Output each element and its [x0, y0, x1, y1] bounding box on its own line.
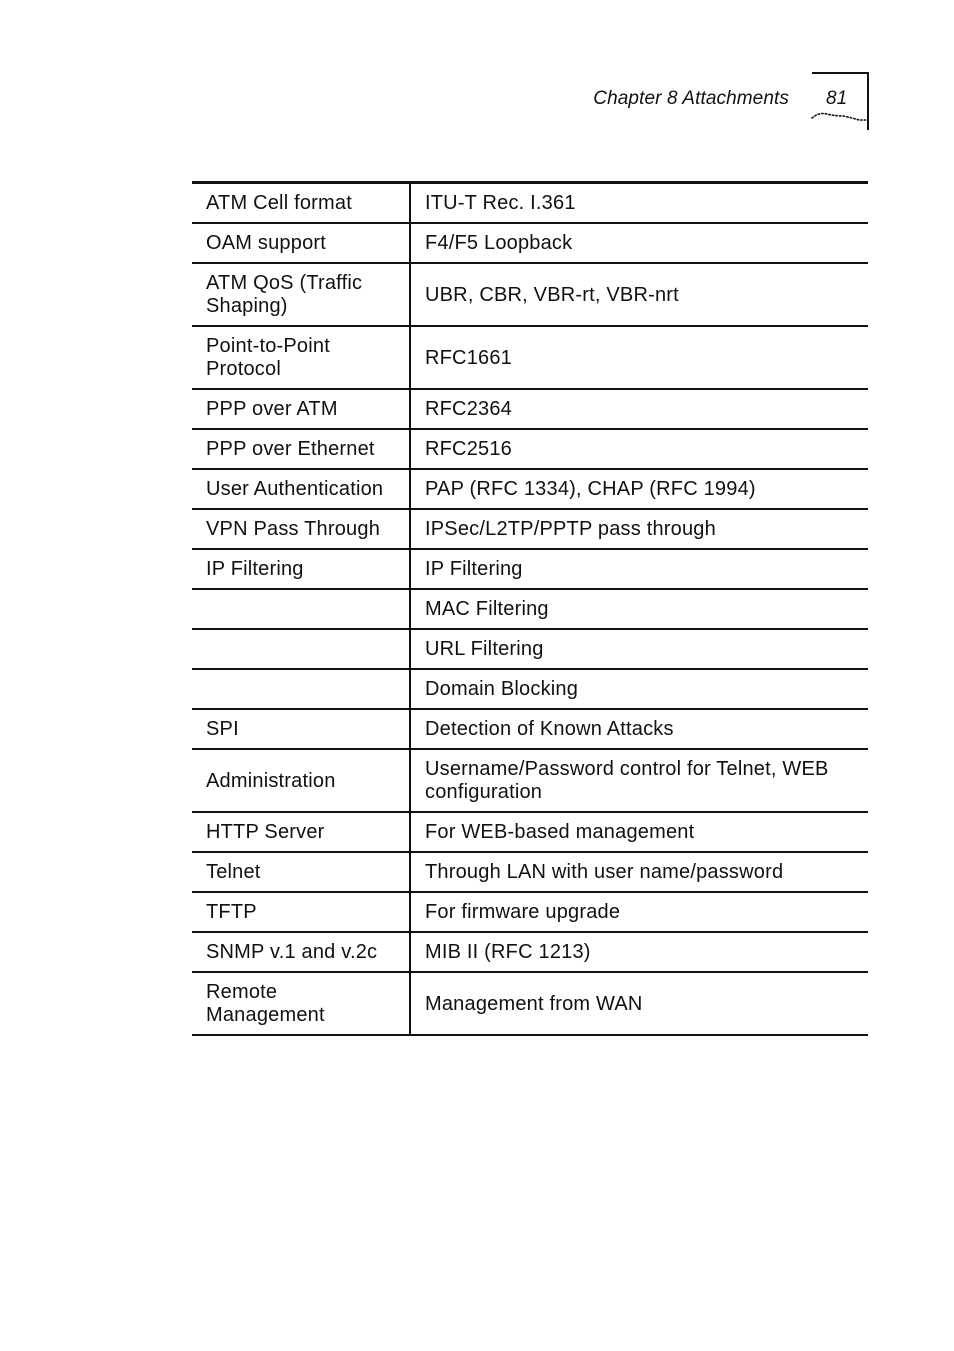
- value-cell: For firmware upgrade: [410, 892, 868, 932]
- value-cell: Management from WAN: [410, 972, 868, 1035]
- value-cell: UBR, CBR, VBR-rt, VBR-nrt: [410, 263, 868, 326]
- table-row: [192, 852, 868, 892]
- table-row: [192, 709, 868, 749]
- feature-cell: Point-to-Point Protocol: [192, 326, 410, 389]
- table-row: [192, 183, 868, 224]
- value-cell: PAP (RFC 1334), CHAP (RFC 1994): [410, 469, 868, 509]
- specifications-table: [192, 181, 868, 1036]
- table-row: [192, 223, 868, 263]
- value-cell: Username/Password control for Telnet, WEB configuration: [410, 749, 868, 812]
- table-row: [192, 932, 868, 972]
- table-row: [192, 389, 868, 429]
- value-cell: URL Filtering: [410, 629, 868, 669]
- value-cell: IP Filtering: [410, 549, 868, 589]
- feature-cell: IP Filtering: [192, 549, 410, 589]
- table-row: [192, 892, 868, 932]
- value-cell: For WEB-based management: [410, 812, 868, 852]
- dotted-flourish-icon: [811, 110, 867, 126]
- value-cell: MAC Filtering: [410, 589, 868, 629]
- table-row: [192, 629, 868, 669]
- feature-cell: OAM support: [192, 223, 410, 263]
- feature-cell: SPI: [192, 709, 410, 749]
- table-row: [192, 263, 868, 326]
- value-cell: Through LAN with user name/password: [410, 852, 868, 892]
- chapter-title: Chapter 8 Attachments: [593, 88, 789, 109]
- value-cell: IPSec/L2TP/PPTP pass through: [410, 509, 868, 549]
- feature-cell: Remote Management: [192, 972, 410, 1035]
- feature-cell: VPN Pass Through: [192, 509, 410, 549]
- table-row: [192, 429, 868, 469]
- table-row: [192, 549, 868, 589]
- feature-cell: Telnet: [192, 852, 410, 892]
- feature-cell: [192, 669, 410, 709]
- value-cell: ITU-T Rec. I.361: [410, 183, 868, 224]
- feature-cell: ATM Cell format: [192, 183, 410, 224]
- table-row: [192, 669, 868, 709]
- feature-cell: HTTP Server: [192, 812, 410, 852]
- feature-cell: Administration: [192, 749, 410, 812]
- table-row: [192, 812, 868, 852]
- value-cell: Detection of Known Attacks: [410, 709, 868, 749]
- value-cell: RFC1661: [410, 326, 868, 389]
- table-row: [192, 469, 868, 509]
- page-header: [0, 0, 954, 140]
- table-row: [192, 589, 868, 629]
- feature-cell: [192, 589, 410, 629]
- value-cell: MIB II (RFC 1213): [410, 932, 868, 972]
- value-cell: RFC2516: [410, 429, 868, 469]
- value-cell: F4/F5 Loopback: [410, 223, 868, 263]
- feature-cell: User Authentication: [192, 469, 410, 509]
- table-row: [192, 326, 868, 389]
- page-number: 81: [826, 88, 848, 109]
- feature-cell: [192, 629, 410, 669]
- table-row: [192, 972, 868, 1035]
- value-cell: Domain Blocking: [410, 669, 868, 709]
- table-row: [192, 749, 868, 812]
- feature-cell: PPP over Ethernet: [192, 429, 410, 469]
- table-row: [192, 509, 868, 549]
- feature-cell: ATM QoS (Traffic Shaping): [192, 263, 410, 326]
- feature-cell: SNMP v.1 and v.2c: [192, 932, 410, 972]
- feature-cell: TFTP: [192, 892, 410, 932]
- value-cell: RFC2364: [410, 389, 868, 429]
- page-corner-top-rule: [812, 72, 868, 74]
- feature-cell: PPP over ATM: [192, 389, 410, 429]
